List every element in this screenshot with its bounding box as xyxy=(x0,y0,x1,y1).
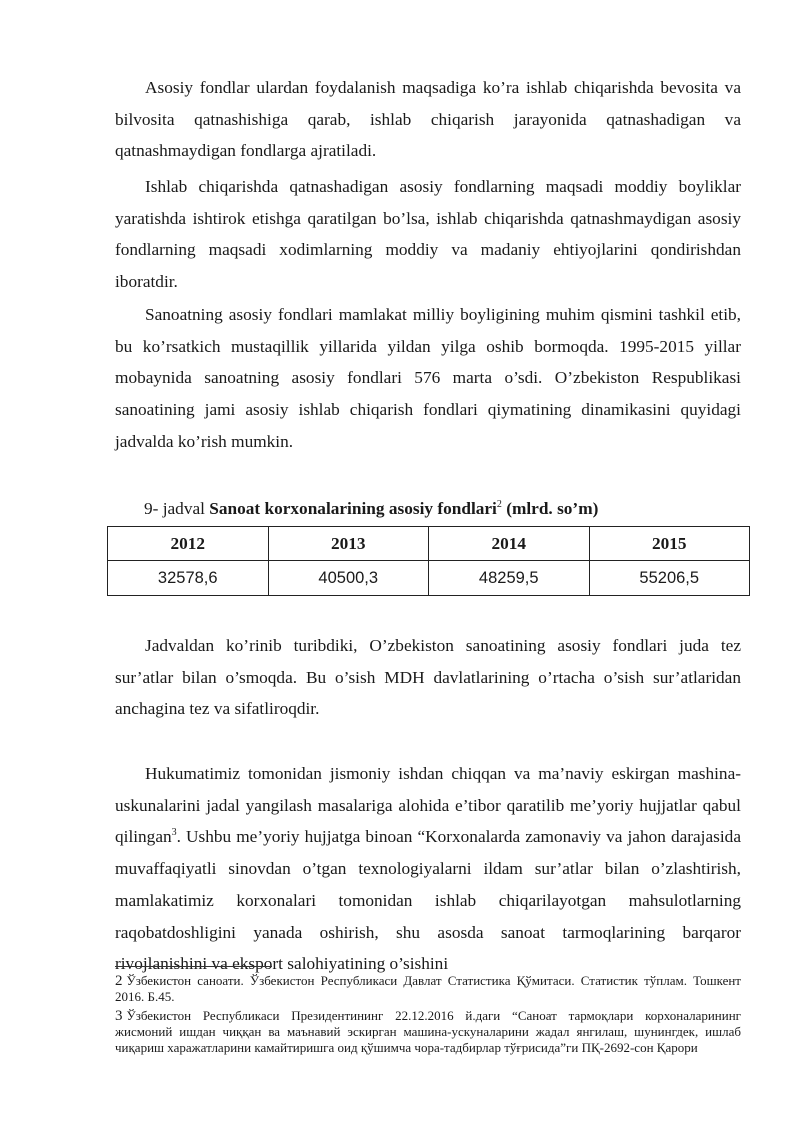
table-header-cell: 2014 xyxy=(429,527,590,561)
body-paragraph-1 xyxy=(115,72,741,167)
footnote-ref-2[interactable]: 2 xyxy=(496,499,502,511)
body-paragraph-3 xyxy=(115,299,741,458)
table-caption-title: Sanoat korxonalarining asosiy fondlari xyxy=(209,499,497,518)
paragraph-text: Jadvaldan ko’rinib turibdiki, O’zbekiston sanoatining asosiy fondlari juda tez sur’atlar bilan o’smoqda. Bu o’sish MDH davlatlarining o’rtacha o’sish sur’atlaridan anchagina tez va sifatliroqdir. xyxy=(115,636,741,719)
industrial-assets-table xyxy=(107,526,750,596)
table-cell: 40500,3 xyxy=(268,561,429,596)
body-paragraph-5 xyxy=(115,758,741,980)
paragraph-text: Ishlab chiqarishda qatnashadigan asosiy fondlarning maqsadi moddiy boyliklar yaratishda ishtirok etishga qaratilgan bo’lsa, ishlab chiqarishda qatnashmaydigan asosiy fondlarning maqsadi xodimlarning moddiy va madaniy ehtiyojlarini qondirishdan iboratdir. xyxy=(115,177,741,292)
footnote-text: Ўзбекистон Республикаси Президентининг 22.12.2016 й.даги “Саноат тармоқлари корхоналарининг жисмоний ишдан чиққан ва маънавий эскирган машина-ускуналарини жадал янгилаш, шунингдек, ишлаб чиқариш харажатларини камайтиришга оид қўшимча чора-тадбирлар тўғрисида”ги ПҚ-2692-сон Қарори xyxy=(115,1008,741,1055)
body-paragraph-2 xyxy=(115,171,741,298)
footnote-number: 3 xyxy=(115,1008,123,1024)
table-caption xyxy=(144,495,598,523)
table-cell: 55206,5 xyxy=(589,561,750,596)
table-header-cell: 2012 xyxy=(108,527,269,561)
table-caption-prefix: 9- jadval xyxy=(144,499,210,518)
paragraph-text: Asosiy fondlar ulardan foydalanish maqsadiga ko’ra ishlab chiqarishda bevosita va bilvosita qatnashishiga qarab, ishlab chiqarish jarayonida qatnashadigan va qatnashmaydigan fondlarga ajratiladi. xyxy=(115,78,741,161)
table-header-cell: 2015 xyxy=(589,527,750,561)
table-caption-unit: (mlrd. so’m) xyxy=(501,499,599,518)
footnote-separator xyxy=(115,966,272,967)
paragraph-text-part: Hukumatimiz tomonidan jismoniy ishdan chiqqan va ma’naviy eskirgan mashina-uskunalarini jadal yangilash masalariga alohida e’tibor qaratilib me’yoriy hujjatlar qabul qilingan xyxy=(115,764,741,847)
footnote-2 xyxy=(115,973,741,1005)
table-cell: 48259,5 xyxy=(429,561,590,596)
table-row xyxy=(108,561,750,596)
footnote-3 xyxy=(115,1008,741,1056)
paragraph-text xyxy=(115,758,741,980)
paragraph-text: Sanoatning asosiy fondlari mamlakat milliy boyligining muhim qismini tashkil etib, bu ko’rsatkich mustaqillik yillarida yildan yilga oshib bormoqda. 1995-2015 yillar mobaynida sanoatning asosiy fondlari 576 marta o’sdi. O’zbekiston Respublikasi sanoatining jami asosiy ishlab chiqarish fondlari qiymatining dinamikasini quyidagi jadvalda ko’rish mumkin. xyxy=(115,305,741,451)
table-header-cell: 2013 xyxy=(268,527,429,561)
footnote-text: Ўзбекистон саноати. Ўзбекистон Республикаси Давлат Статистика Қўмитаси. Статистик тўплам. Тошкент 2016. Б.45. xyxy=(115,973,741,1004)
table-cell: 32578,6 xyxy=(108,561,269,596)
footnote-number: 2 xyxy=(115,973,123,989)
body-paragraph-4 xyxy=(115,630,741,725)
table-header-row xyxy=(108,527,750,561)
footnote-ref-3[interactable]: 3 xyxy=(171,827,177,839)
paragraph-text-part: . Ushbu me’yoriy hujjatga binoan “Korxonalarda zamonaviy va jahon darajasida muvaffaqiyatli sinovdan o’tgan texnologiyalarni ildam sur’atlar bilan o’zlashtirish, mamlakatimiz korxonalari tomonidan ishlab chiqarilayotgan mahsulotlarning raqobatdoshligini yanada oshirish, shu asosda sanoat tarmoqlarining barqaror rivojlanishini va eksport salohiyatining o’sishini xyxy=(115,827,741,974)
